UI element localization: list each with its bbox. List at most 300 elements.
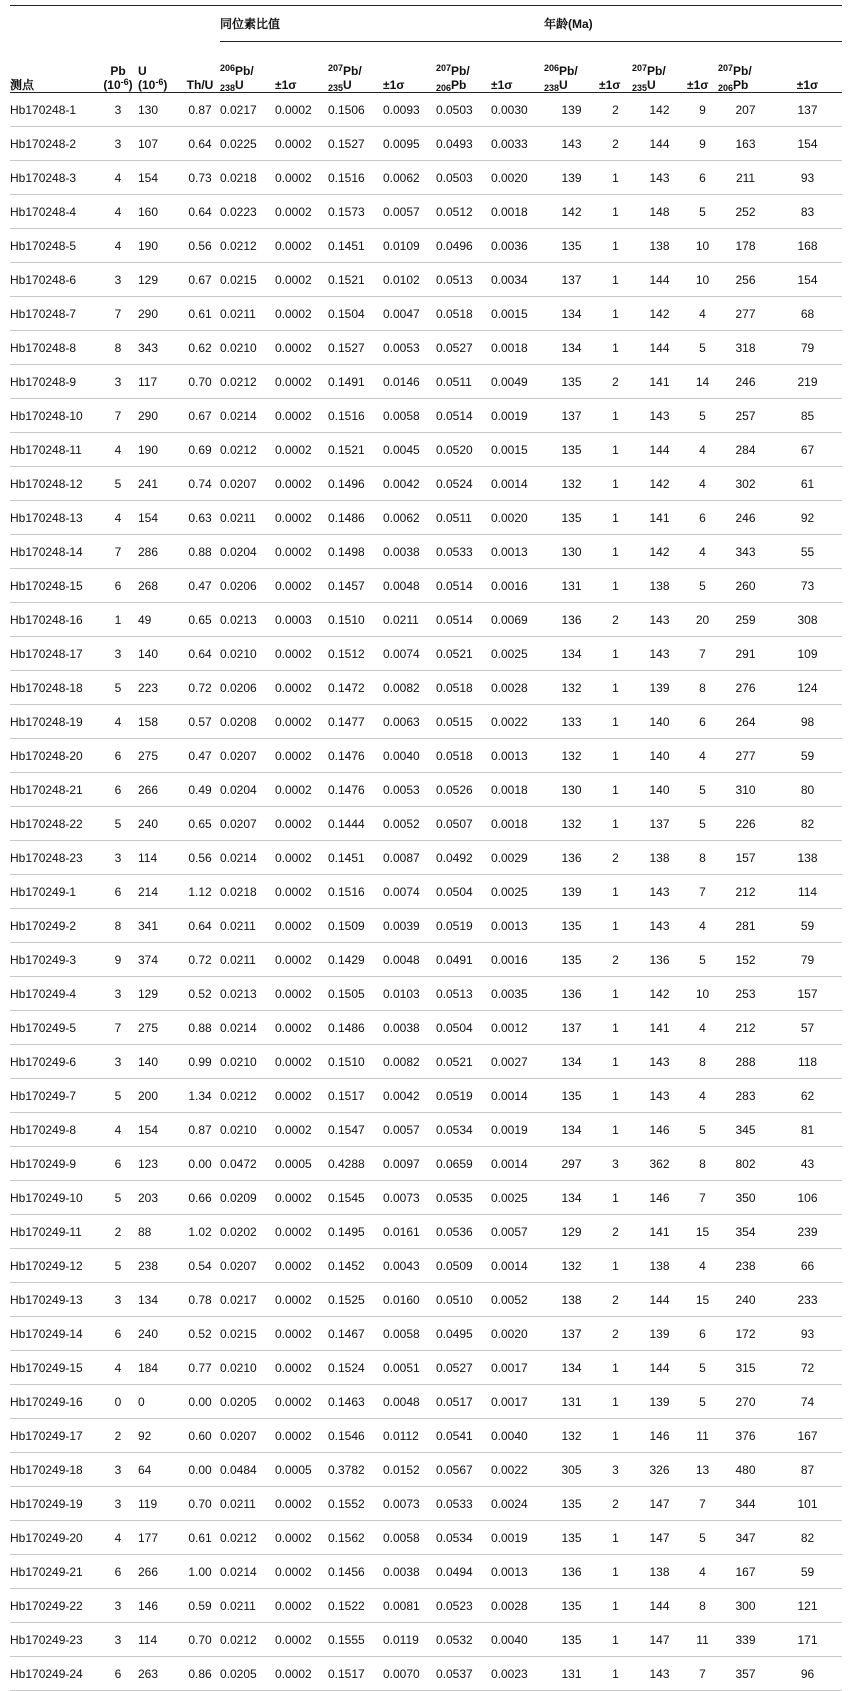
cell-pb: 0 [98,1385,138,1419]
cell-ratio-207-206: 0.0524 [436,467,491,501]
cell-ratio-206-238-err: 0.0002 [275,1385,328,1419]
cell-ratio-207-206-err: 0.0033 [491,127,544,161]
cell-ratio-206-238: 0.0211 [220,297,275,331]
cell-ratio-207-235-err: 0.0146 [383,365,436,399]
cell-thu: 0.78 [180,1283,220,1317]
cell-ratio-207-206: 0.0518 [436,671,491,705]
cell-age-206-238: 137 [544,1317,599,1351]
cell-age-206-238: 136 [544,1555,599,1589]
cell-ratio-207-206-err: 0.0017 [491,1385,544,1419]
cell-age-207-235-err: 5 [687,195,718,229]
cell-ratio-207-206-err: 0.0040 [491,1623,544,1657]
cell-u: 146 [138,1589,180,1623]
cell-age-207-206-err: 154 [773,263,842,297]
cell-ratio-207-235: 0.1562 [328,1521,383,1555]
cell-ratio-207-235-err: 0.0095 [383,127,436,161]
cell-spot: Hb170248-1 [10,93,98,127]
cell-ratio-206-238-err: 0.0002 [275,773,328,807]
cell-spot: Hb170249-7 [10,1079,98,1113]
cell-ratio-206-238: 0.0210 [220,1113,275,1147]
cell-ratio-207-206: 0.0504 [436,875,491,909]
cell-ratio-206-238: 0.0207 [220,467,275,501]
cell-ratio-206-238: 0.0205 [220,1657,275,1691]
cell-ratio-206-238-err: 0.0002 [275,1215,328,1249]
cell-thu: 0.00 [180,1453,220,1487]
cell-thu: 0.66 [180,1181,220,1215]
cell-ratio-207-206: 0.0521 [436,637,491,671]
cell-u: 238 [138,1249,180,1283]
cell-spot: Hb170249-18 [10,1453,98,1487]
cell-ratio-207-235: 0.1521 [328,263,383,297]
cell-pb: 4 [98,501,138,535]
cell-ratio-207-235: 0.1457 [328,569,383,603]
cell-u: 290 [138,297,180,331]
cell-age-207-206: 310 [718,773,773,807]
table-row [10,841,842,875]
cell-u: 341 [138,909,180,943]
cell-ratio-206-238: 0.0212 [220,433,275,467]
table-row [10,943,842,977]
cell-age-207-206-err: 80 [773,773,842,807]
cell-age-206-238-err: 2 [599,1283,632,1317]
cell-pb: 6 [98,875,138,909]
cell-ratio-207-206: 0.0509 [436,1249,491,1283]
cell-u: 286 [138,535,180,569]
cell-spot: Hb170248-4 [10,195,98,229]
cell-ratio-207-235: 0.1512 [328,637,383,671]
cell-ratio-207-235: 0.1510 [328,1045,383,1079]
cell-ratio-206-238-err: 0.0002 [275,943,328,977]
cell-age-207-206-err: 83 [773,195,842,229]
cell-ratio-207-235-err: 0.0051 [383,1351,436,1385]
cell-age-207-206-err: 67 [773,433,842,467]
table-row [10,671,842,705]
cell-u: 64 [138,1453,180,1487]
cell-ratio-207-235-err: 0.0057 [383,1113,436,1147]
cell-age-206-238-err: 1 [599,875,632,909]
cell-ratio-207-206: 0.0514 [436,603,491,637]
cell-spot: Hb170249-9 [10,1147,98,1181]
table-row [10,195,842,229]
cell-age-206-238-err: 1 [599,1589,632,1623]
cell-age-206-238: 135 [544,909,599,943]
cell-age-206-238: 135 [544,943,599,977]
cell-spot: Hb170249-20 [10,1521,98,1555]
cell-age-207-206-err: 61 [773,467,842,501]
cell-ratio-207-206-err: 0.0016 [491,569,544,603]
cell-ratio-206-238-err: 0.0002 [275,705,328,739]
cell-pb: 2 [98,1215,138,1249]
cell-ratio-207-235: 0.1491 [328,365,383,399]
cell-ratio-207-206: 0.0514 [436,569,491,603]
cell-age-207-235: 143 [632,1079,687,1113]
table-row [10,331,842,365]
table-row [10,1521,842,1555]
cell-ratio-206-238: 0.0206 [220,569,275,603]
cell-ratio-207-235-err: 0.0102 [383,263,436,297]
cell-age-206-238-err: 1 [599,297,632,331]
cell-ratio-207-235-err: 0.0082 [383,671,436,705]
cell-age-207-206: 288 [718,1045,773,1079]
cell-pb: 6 [98,1317,138,1351]
cell-thu: 0.56 [180,841,220,875]
cell-ratio-207-235: 0.3782 [328,1453,383,1487]
cell-u: 49 [138,603,180,637]
cell-ratio-207-235: 0.1463 [328,1385,383,1419]
cell-age-206-238-err: 2 [599,603,632,637]
table-row [10,1181,842,1215]
cell-age-206-238-err: 1 [599,535,632,569]
cell-ratio-206-238: 0.0215 [220,263,275,297]
cell-thu: 0.54 [180,1249,220,1283]
cell-ratio-207-235-err: 0.0039 [383,909,436,943]
cell-age-207-206-err: 138 [773,841,842,875]
cell-u: 343 [138,331,180,365]
cell-thu: 0.88 [180,535,220,569]
cell-spot: Hb170249-6 [10,1045,98,1079]
column-header-row [10,42,842,93]
cell-thu: 0.77 [180,1351,220,1385]
cell-pb: 6 [98,569,138,603]
cell-ratio-206-238-err: 0.0002 [275,739,328,773]
cell-ratio-206-238-err: 0.0002 [275,1657,328,1691]
cell-ratio-207-235-err: 0.0109 [383,229,436,263]
cell-ratio-206-238-err: 0.0002 [275,807,328,841]
cell-ratio-207-235: 0.1498 [328,535,383,569]
cell-age-207-235: 143 [632,161,687,195]
cell-age-206-238: 135 [544,1589,599,1623]
cell-ratio-206-238: 0.0215 [220,1317,275,1351]
cell-age-207-206: 276 [718,671,773,705]
cell-age-207-235-err: 5 [687,331,718,365]
cell-ratio-207-235: 0.1486 [328,1011,383,1045]
cell-ratio-206-238-err: 0.0002 [275,297,328,331]
cell-ratio-206-238: 0.0214 [220,399,275,433]
cell-ratio-207-235-err: 0.0038 [383,1555,436,1589]
cell-ratio-207-235-err: 0.0053 [383,773,436,807]
cell-age-206-238: 137 [544,263,599,297]
cell-age-207-206-err: 121 [773,1589,842,1623]
cell-age-207-235: 142 [632,297,687,331]
cell-ratio-207-206: 0.0495 [436,1317,491,1351]
cell-ratio-207-206: 0.0519 [436,909,491,943]
cell-ratio-207-206: 0.0519 [436,1079,491,1113]
cell-thu: 0.65 [180,603,220,637]
cell-age-207-235-err: 5 [687,1385,718,1419]
cell-age-207-235: 146 [632,1419,687,1453]
cell-ratio-207-206: 0.0534 [436,1521,491,1555]
cell-u: 140 [138,1045,180,1079]
cell-ratio-207-206: 0.0532 [436,1623,491,1657]
cell-age-206-238: 137 [544,399,599,433]
cell-age-207-235-err: 4 [687,739,718,773]
cell-ratio-207-235: 0.1522 [328,1589,383,1623]
cell-pb: 5 [98,1249,138,1283]
cell-spot: Hb170248-2 [10,127,98,161]
cell-age-206-238: 139 [544,93,599,127]
cell-age-206-238-err: 1 [599,705,632,739]
cell-ratio-207-235-err: 0.0073 [383,1487,436,1521]
cell-age-207-235-err: 13 [687,1453,718,1487]
cell-age-206-238-err: 1 [599,671,632,705]
cell-age-206-238-err: 1 [599,773,632,807]
table-row [10,263,842,297]
cell-age-206-238-err: 1 [599,1555,632,1589]
cell-age-207-206: 339 [718,1623,773,1657]
cell-ratio-207-235-err: 0.0103 [383,977,436,1011]
cell-thu: 0.61 [180,297,220,331]
cell-age-207-206-err: 62 [773,1079,842,1113]
cell-ratio-206-238: 0.0210 [220,637,275,671]
cell-ratio-207-206: 0.0496 [436,229,491,263]
col-header-age-207-206-err: ±1σ [773,42,842,93]
cell-u: 240 [138,1317,180,1351]
cell-age-207-235-err: 5 [687,943,718,977]
cell-ratio-207-206: 0.0504 [436,1011,491,1045]
cell-u: 266 [138,1555,180,1589]
cell-spot: Hb170249-2 [10,909,98,943]
cell-ratio-207-206: 0.0494 [436,1555,491,1589]
cell-pb: 3 [98,1283,138,1317]
cell-pb: 3 [98,263,138,297]
cell-u: 190 [138,433,180,467]
cell-age-206-238: 132 [544,807,599,841]
cell-age-207-206-err: 101 [773,1487,842,1521]
cell-u: 214 [138,875,180,909]
cell-age-207-206-err: 59 [773,1555,842,1589]
cell-age-207-235-err: 9 [687,93,718,127]
cell-ratio-206-238: 0.0217 [220,93,275,127]
cell-age-207-235-err: 8 [687,841,718,875]
cell-ratio-207-235: 0.1476 [328,739,383,773]
table-row [10,739,842,773]
cell-age-207-235: 138 [632,1249,687,1283]
cell-thu: 0.49 [180,773,220,807]
col-header-ratio-206-238-err: ±1σ [275,42,328,93]
cell-spot: Hb170248-13 [10,501,98,535]
cell-age-207-206: 354 [718,1215,773,1249]
table-row [10,93,842,127]
cell-age-207-235-err: 4 [687,1011,718,1045]
cell-ratio-207-235-err: 0.0058 [383,399,436,433]
cell-age-207-235-err: 5 [687,1521,718,1555]
cell-pb: 7 [98,297,138,331]
cell-ratio-206-238: 0.0212 [220,1521,275,1555]
cell-spot: Hb170248-23 [10,841,98,875]
cell-age-207-235-err: 8 [687,1045,718,1079]
cell-pb: 5 [98,467,138,501]
table-row [10,1147,842,1181]
cell-ratio-207-206-err: 0.0069 [491,603,544,637]
cell-age-207-235: 141 [632,1215,687,1249]
cell-age-207-206: 253 [718,977,773,1011]
table-row [10,229,842,263]
cell-age-207-235-err: 4 [687,1079,718,1113]
cell-ratio-207-235-err: 0.0057 [383,195,436,229]
cell-ratio-207-206-err: 0.0034 [491,263,544,297]
cell-ratio-207-206: 0.0513 [436,977,491,1011]
cell-age-206-238: 137 [544,1011,599,1045]
cell-age-207-206: 260 [718,569,773,603]
cell-age-207-235-err: 5 [687,1351,718,1385]
cell-age-207-206: 257 [718,399,773,433]
table-row [10,569,842,603]
col-header-pb: Pb $(10^{-6})$ [98,42,138,93]
cell-ratio-207-235-err: 0.0038 [383,535,436,569]
cell-age-206-238: 132 [544,671,599,705]
cell-ratio-207-235-err: 0.0087 [383,841,436,875]
cell-ratio-207-206: 0.0527 [436,1351,491,1385]
cell-ratio-207-235: 0.1467 [328,1317,383,1351]
cell-thu: 1.00 [180,1555,220,1589]
cell-thu: 1.02 [180,1215,220,1249]
cell-age-207-206: 212 [718,875,773,909]
cell-ratio-206-238: 0.0211 [220,1487,275,1521]
cell-age-207-206-err: 219 [773,365,842,399]
cell-age-207-206: 256 [718,263,773,297]
cell-age-207-206-err: 157 [773,977,842,1011]
cell-spot: Hb170249-8 [10,1113,98,1147]
cell-thu: 0.57 [180,705,220,739]
cell-ratio-207-206-err: 0.0016 [491,943,544,977]
cell-age-207-206-err: 79 [773,943,842,977]
cell-pb: 4 [98,1521,138,1555]
cell-age-207-206: 163 [718,127,773,161]
cell-ratio-207-235: 0.1509 [328,909,383,943]
table-row [10,1113,842,1147]
cell-ratio-206-238-err: 0.0002 [275,467,328,501]
cell-ratio-207-206-err: 0.0024 [491,1487,544,1521]
cell-u: 130 [138,93,180,127]
cell-age-206-238-err: 1 [599,1045,632,1079]
cell-spot: Hb170249-12 [10,1249,98,1283]
cell-ratio-206-238: 0.0211 [220,943,275,977]
col-header-ratio-207-206: $^{207}$Pb/ $_{206}$Pb [436,42,491,93]
cell-ratio-207-235: 0.1505 [328,977,383,1011]
cell-ratio-206-238: 0.0211 [220,909,275,943]
cell-thu: 0.61 [180,1521,220,1555]
cell-ratio-206-238: 0.0212 [220,229,275,263]
table-row [10,1453,842,1487]
cell-ratio-207-206: 0.0510 [436,1283,491,1317]
cell-ratio-207-206-err: 0.0019 [491,1521,544,1555]
cell-age-207-206: 252 [718,195,773,229]
col-header-ratio-207-235-err: ±1σ [383,42,436,93]
cell-age-206-238-err: 1 [599,161,632,195]
table-row [10,1079,842,1113]
cell-age-207-235-err: 5 [687,569,718,603]
cell-pb: 7 [98,1011,138,1045]
cell-thu: 0.99 [180,1045,220,1079]
cell-ratio-206-238-err: 0.0005 [275,1147,328,1181]
cell-age-207-206-err: 109 [773,637,842,671]
col-header-u: U $(10^{-6})$ [138,42,180,93]
cell-thu: 0.67 [180,263,220,297]
table-row [10,1351,842,1385]
cell-spot: Hb170249-5 [10,1011,98,1045]
table-row [10,1385,842,1419]
cell-spot: Hb170248-21 [10,773,98,807]
cell-thu: 0.64 [180,637,220,671]
cell-ratio-207-206-err: 0.0018 [491,807,544,841]
cell-age-207-235-err: 6 [687,501,718,535]
cell-ratio-207-235: 0.1477 [328,705,383,739]
table-row [10,467,842,501]
cell-pb: 7 [98,535,138,569]
cell-ratio-207-235: 0.1429 [328,943,383,977]
cell-age-206-238-err: 2 [599,943,632,977]
cell-age-207-235: 143 [632,1045,687,1079]
cell-ratio-207-235: 0.1452 [328,1249,383,1283]
cell-age-207-235: 140 [632,739,687,773]
cell-u: 177 [138,1521,180,1555]
cell-ratio-207-235-err: 0.0058 [383,1521,436,1555]
table-row [10,1249,842,1283]
cell-u: 134 [138,1283,180,1317]
cell-age-207-235: 138 [632,841,687,875]
cell-age-207-206: 291 [718,637,773,671]
cell-age-207-206-err: 79 [773,331,842,365]
cell-age-207-206-err: 96 [773,1657,842,1691]
cell-spot: Hb170249-11 [10,1215,98,1249]
cell-ratio-206-238-err: 0.0005 [275,1453,328,1487]
cell-age-207-206: 246 [718,365,773,399]
cell-u: 158 [138,705,180,739]
col-header-ratio-206-238: $^{206}$Pb/ $_{238}$U [220,42,275,93]
cell-thu: 0.60 [180,1419,220,1453]
cell-spot: Hb170249-17 [10,1419,98,1453]
cell-age-207-235-err: 10 [687,263,718,297]
cell-thu: 0.00 [180,1385,220,1419]
cell-ratio-207-235-err: 0.0062 [383,501,436,535]
col-header-age-207-206: $^{207}$Pb/ $_{206}$Pb [718,42,773,93]
cell-ratio-207-235: 0.1517 [328,1657,383,1691]
cell-age-207-206-err: 124 [773,671,842,705]
cell-ratio-206-238: 0.0212 [220,1079,275,1113]
cell-ratio-206-238-err: 0.0002 [275,977,328,1011]
cell-age-206-238: 134 [544,1351,599,1385]
cell-ratio-207-235: 0.1476 [328,773,383,807]
cell-ratio-206-238-err: 0.0002 [275,229,328,263]
cell-ratio-207-235-err: 0.0045 [383,433,436,467]
cell-age-206-238-err: 1 [599,909,632,943]
cell-ratio-207-235-err: 0.0211 [383,603,436,637]
cell-age-207-206: 178 [718,229,773,263]
table-row [10,501,842,535]
cell-ratio-207-235: 0.1525 [328,1283,383,1317]
cell-u: 129 [138,977,180,1011]
table-row [10,297,842,331]
cell-ratio-207-235: 0.1496 [328,467,383,501]
cell-age-207-235: 138 [632,229,687,263]
cell-ratio-206-238: 0.0204 [220,773,275,807]
cell-spot: Hb170248-19 [10,705,98,739]
cell-ratio-207-235: 0.1495 [328,1215,383,1249]
cell-pb: 4 [98,229,138,263]
cell-age-207-206-err: 239 [773,1215,842,1249]
cell-pb: 3 [98,1045,138,1079]
cell-age-207-235-err: 20 [687,603,718,637]
cell-age-207-206-err: 57 [773,1011,842,1045]
cell-age-207-235: 147 [632,1623,687,1657]
cell-ratio-206-238-err: 0.0002 [275,535,328,569]
cell-ratio-207-206: 0.0511 [436,501,491,535]
cell-ratio-206-238-err: 0.0002 [275,1317,328,1351]
cell-age-206-238-err: 1 [599,195,632,229]
cell-ratio-207-235: 0.1504 [328,297,383,331]
cell-ratio-207-235: 0.1472 [328,671,383,705]
cell-age-207-206-err: 74 [773,1385,842,1419]
